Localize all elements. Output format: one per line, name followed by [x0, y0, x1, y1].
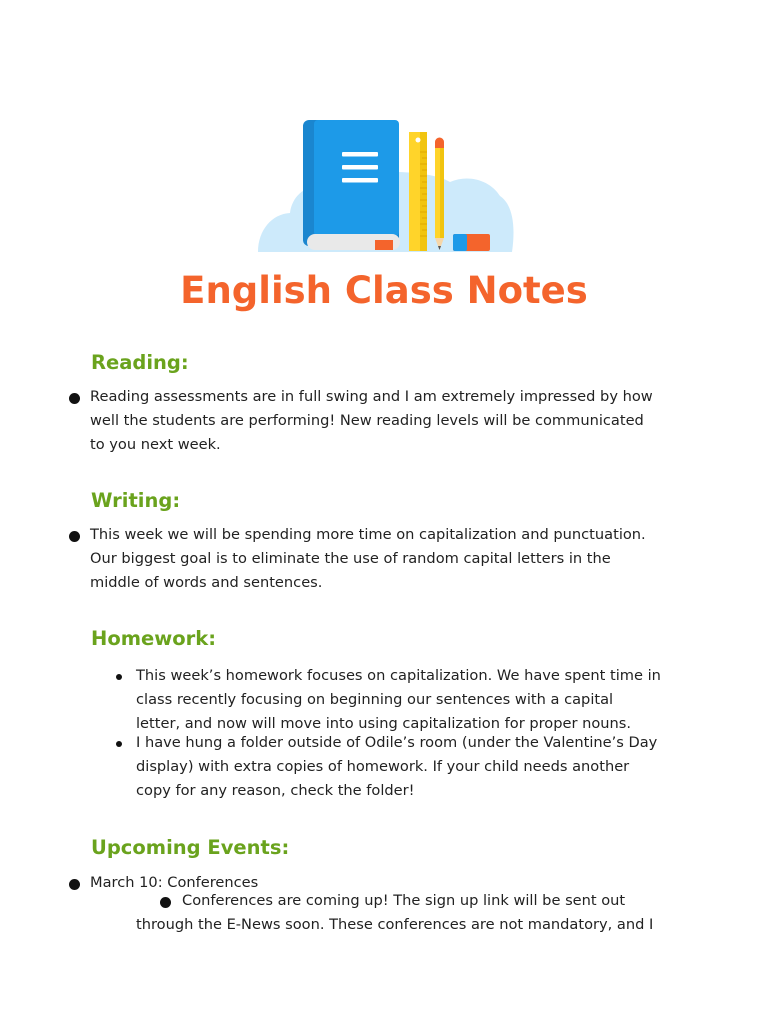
text-line: middle of words and sentences. [90, 574, 323, 591]
ruler-icon [409, 132, 427, 251]
text-line: Reading assessments are in full swing and I am extremely impressed by how [90, 388, 653, 405]
text-line: I have hung a folder outside of Odile’s room (under the Valentine’s Day [136, 734, 658, 751]
text-line: March 10: Conferences [90, 874, 259, 891]
writing-paragraph [90, 523, 690, 595]
section-heading-upcoming-events: Upcoming Events: [91, 836, 290, 859]
text-line: well the students are performing! New reading levels will be communicated [90, 412, 644, 429]
section-heading-homework: Homework: [91, 627, 217, 650]
text-line: Our biggest goal is to eliminate the use of random capital letters in the [90, 550, 611, 567]
text-line: class recently focusing on beginning our sentences with a capital [136, 691, 614, 708]
section-heading-reading: Reading: [91, 351, 189, 374]
section-heading-writing: Writing: [91, 489, 181, 512]
bullet-icon [69, 531, 80, 542]
text-line: Conferences are coming up! The sign up link will be sent out [182, 892, 626, 909]
text-line: letter, and now will move into using capitalization for proper nouns. [136, 715, 632, 732]
text-line: This week’s homework focuses on capitalization. We have spent time in [136, 667, 661, 684]
homework-item-1 [136, 664, 736, 736]
bullet-icon [116, 674, 122, 680]
bullet-icon [69, 393, 80, 404]
text-line: copy for any reason, check the folder! [136, 782, 415, 799]
school-supplies-illustration [254, 112, 516, 254]
bullet-icon [116, 741, 122, 747]
bullet-icon [69, 879, 80, 890]
text-line: This week we will be spending more time on capitalization and punctuation. [90, 526, 646, 543]
text-line: through the E-News soon. These conferences are not mandatory, and I [136, 916, 654, 933]
eraser-icon [453, 234, 490, 251]
reading-paragraph [90, 385, 690, 457]
text-line: to you next week. [90, 436, 221, 453]
events-sub-item [136, 889, 696, 937]
homework-item-2 [136, 731, 736, 803]
book-icon [303, 120, 400, 250]
pencil-icon [435, 138, 444, 251]
page-title: English Class Notes [180, 269, 588, 312]
text-line: display) with extra copies of homework. If your child needs another [136, 758, 630, 775]
